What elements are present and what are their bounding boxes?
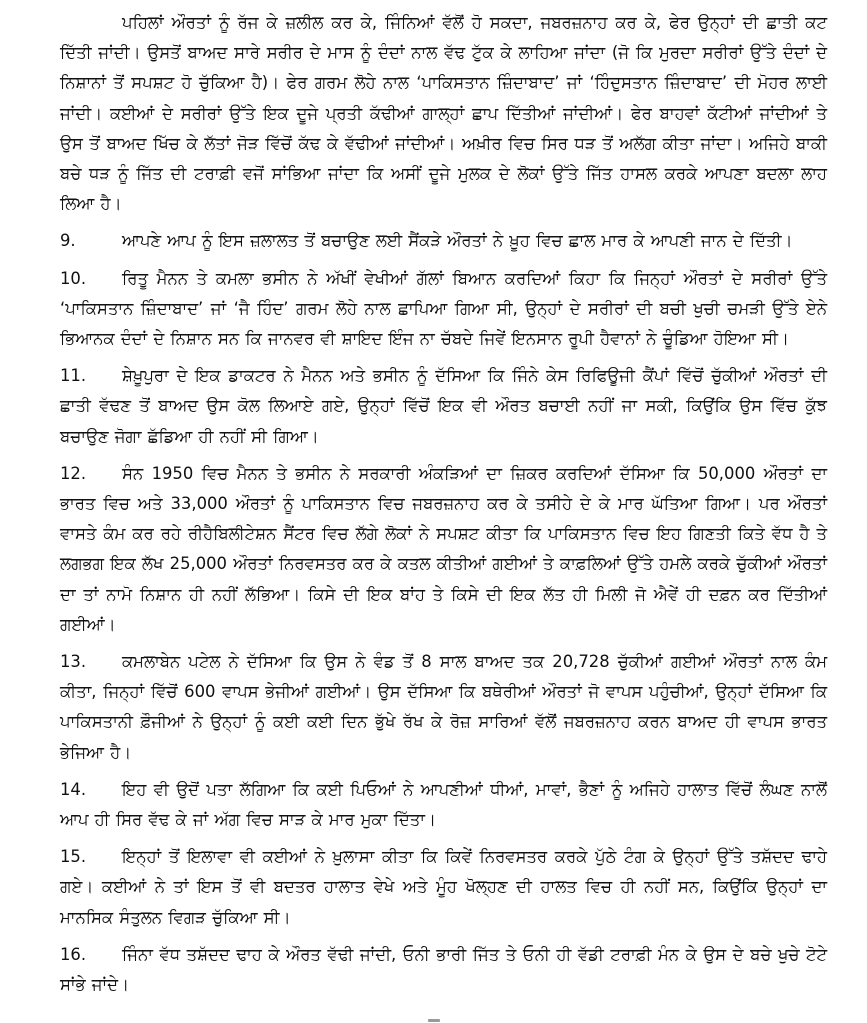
paragraph-number: 16. xyxy=(60,944,87,964)
intro-paragraph xyxy=(60,8,827,219)
paragraph-text: ਇਹ ਵੀ ਉਦੋਂ ਪਤਾ ਲੱਗਿਆ ਕਿ ਕਈ ਪਿਓਆਂ ਨੇ ਆਪਣੀਆਂ ਧੀਆਂ, ਮਾਵਾਂ, ਭੈਣਾਂ ਨੂੰ ਅਜਿਹੇ ਹਾਲਾਤ ਵਿੱਚੋਂ ਲੰਘਣ ਨਾਲੋਂ ਆਪ ਹੀ ਸਿਰ ਵੱਢ ਕੇ ਜਾਂ ਅੱਗ ਵਿਚ ਸਾੜ ਕੇ ਮਾਰ ਮੁਕਾ ਦਿੱਤਾ। xyxy=(60,779,827,830)
paragraph-9 xyxy=(60,226,827,256)
intro-text: ਪਹਿਲਾਂ ਔਰਤਾਂ ਨੂੰ ਰੱਜ ਕੇ ਜ਼ਲੀਲ ਕਰ ਕੇ, ਜਿੰਨਿਆਂ ਵੱਲੋਂ ਹੋ ਸਕਦਾ, ਜਬਰਜ਼ਨਾਹ ਕਰ ਕੇ, ਫੇਰ ਉਨ੍ਹਾਂ ਦੀ ਛਾਤੀ ਕਟ ਦਿੱਤੀ ਜਾਂਦੀ। ਉਸਤੋਂ ਬਾਅਦ ਸਾਰੇ ਸਰੀਰ ਦੇ ਮਾਸ ਨੂੰ ਦੰਦਾਂ ਨਾਲ ਵੱਢ ਟੁੱਕ ਕੇ ਲਾਹਿਆ ਜਾਂਦਾ (ਜੋ ਕਿ ਮੁਰਦਾ ਸਰੀਰਾਂ ਉੱਤੇ ਦੰਦਾਂ ਦੇ ਨਿਸ਼ਾਨਾਂ ਤੋਂ ਸਪਸ਼ਟ ਹੋ ਚੁੱਕਿਆ ਹੈ)। ਫੇਰ ਗਰਮ ਲੋਹੇ ਨਾਲ ‘ਪਾਕਿਸਤਾਨ ਜ਼ਿੰਦਾਬਾਦ’ ਜਾਂ ‘ਹਿੰਦੁਸਤਾਨ ਜ਼ਿੰਦਾਬਾਦ’ ਦੀ ਮੋਹਰ ਲਾਈ ਜਾਂਦੀ। ਕਈਆਂ ਦੇ ਸਰੀਰਾਂ ਉੱਤੇ ਇਕ ਦੂਜੇ ਪ੍ਰਤੀ ਕੱਢੀਆਂ ਗਾਲ੍ਹਾਂ ਛਾਪ ਦਿੱਤੀਆਂ ਜਾਂਦੀਆਂ। ਫੇਰ ਬਾਹਵਾਂ ਕੱਟੀਆਂ ਜਾਂਦੀਆਂ ਤੇ ਉਸ ਤੋਂ ਬਾਅਦ ਖਿੱਚ ਕੇ ਲੱਤਾਂ ਜੋੜ ਵਿੱਚੋਂ ਕੱਢ ਕੇ ਵੱਢੀਆਂ ਜਾਂਦੀਆਂ। ਅਖ਼ੀਰ ਵਿਚ ਸਿਰ ਧੜ ਤੋਂ ਅਲੱਗ ਕੀਤਾ ਜਾਂਦਾ। ਅਜਿਹੇ ਬਾਕੀ ਬਚੇ ਧੜ ਨੂੰ ਜਿੱਤ ਦੀ ਟਰਾਫ਼ੀ ਵਜੋਂ ਸਾਂਭਿਆ ਜਾਂਦਾ ਕਿ ਅਸੀਂ ਦੂਜੇ ਮੁਲਕ ਦੇ ਲੋਕਾਂ ਉੱਤੇ ਜਿੱਤ ਹਾਸਲ ਕਰਕੇ ਆਪਣਾ ਬਦਲਾ ਲਾਹ ਲਿਆ ਹੈ। xyxy=(60,13,827,214)
paragraph-10 xyxy=(60,264,827,355)
paragraph-number: 13. xyxy=(60,652,87,672)
paragraph-number: 14. xyxy=(60,779,87,799)
paragraph-text: ਰਿਤੂ ਮੈਨਨ ਤੇ ਕਮਲਾ ਭਸੀਨ ਨੇ ਅੱਖੀਂ ਵੇਖੀਆਂ ਗੱਲਾਂ ਬਿਆਨ ਕਰਦਿਆਂ ਕਿਹਾ ਕਿ ਜਿਨ੍ਹਾਂ ਔਰਤਾਂ ਦੇ ਸਰੀਰਾਂ ਉੱਤੇ ‘ਪਾਕਿਸਤਾਨ ਜ਼ਿੰਦਾਬਾਦ’ ਜਾਂ ‘ਜੈ ਹਿੰਦ’ ਗਰਮ ਲੋਹੇ ਨਾਲ ਛਾਪਿਆ ਗਿਆ ਸੀ, ਉਨ੍ਹਾਂ ਦੇ ਸਰੀਰਾਂ ਦੀ ਬਚੀ ਖੁਚੀ ਚਮੜੀ ਉੱਤੇ ਏਨੇ ਭਿਆਨਕ ਦੰਦਾਂ ਦੇ ਨਿਸ਼ਾਨ ਸਨ ਕਿ ਜਾਨਵਰ ਵੀ ਸ਼ਾਇਦ ਇੰਜ ਨਾ ਚੱਬਦੇ ਜਿਵੇਂ ਇਨਸਾਨ ਰੂਪੀ ਹੈਵਾਨਾਂ ਨੇ ਚੂੰਡਿਆ ਹੋਇਆ ਸੀ। xyxy=(60,268,827,349)
paragraph-text: ਇਨ੍ਹਾਂ ਤੋਂ ਇਲਾਵਾ ਵੀ ਕਈਆਂ ਨੇ ਖ਼ੁਲਾਸਾ ਕੀਤਾ ਕਿ ਕਿਵੇਂ ਨਿਰਵਸਤਰ ਕਰਕੇ ਪੁੱਠੇ ਟੰਗ ਕੇ ਉਨ੍ਹਾਂ ਉੱਤੇ ਤਸ਼ੱਦਦ ਢਾਹੇ ਗਏ। ਕਈਆਂ ਨੇ ਤਾਂ ਇਸ ਤੋਂ ਵੀ ਬਦਤਰ ਹਾਲਾਤ ਵੇਖੇ ਅਤੇ ਮੂੰਹ ਖੋਲ੍ਹਣ ਦੀ ਹਾਲਤ ਵਿਚ ਹੀ ਨਹੀਂ ਸਨ, ਕਿਉਂਕਿ ਉਨ੍ਹਾਂ ਦਾ ਮਾਨਸਿਕ ਸੰਤੁਲਨ ਵਿਗੜ ਚੁੱਕਿਆ ਸੀ। xyxy=(60,847,827,927)
paragraph-text: ਸ਼ੇਖ਼ੂਪੁਰਾ ਦੇ ਇਕ ਡਾਕਟਰ ਨੇ ਮੈਨਨ ਅਤੇ ਭਸੀਨ ਨੂੰ ਦੱਸਿਆ ਕਿ ਜਿੰਨੇ ਕੇਸ ਰਿਫਿਊਜੀ ਕੈਂਪਾਂ ਵਿੱਚੋਂ ਚੁੱਕੀਆਂ ਔਰਤਾਂ ਦੀ ਛਾਤੀ ਵੱਢਣ ਤੋਂ ਬਾਅਦ ਉਸ ਕੋਲ ਲਿਆਏ ਗਏ, ਉਨ੍ਹਾਂ ਵਿੱਚੋਂ ਇਕ ਵੀ ਔਰਤ ਬਚਾਈ ਨਹੀਂ ਜਾ ਸਕੀ, ਕਿਉਂਕਿ ਉਸ ਵਿੱਚ ਕੁੱਝ ਬਚਾਉਣ ਜੋਗਾ ਛੱਡਿਆ ਹੀ ਨਹੀਂ ਸੀ ਗਿਆ। xyxy=(60,366,827,446)
paragraph-16 xyxy=(60,940,827,1000)
paragraph-number: 9. xyxy=(60,231,76,251)
paragraph-12 xyxy=(60,459,827,640)
paragraph-number: 15. xyxy=(60,847,87,867)
paragraph-11 xyxy=(60,361,827,452)
paragraph-15 xyxy=(60,842,827,933)
paragraph-text: ਕਮਲਾਬੇਨ ਪਟੇਲ ਨੇ ਦੱਸਿਆ ਕਿ ਉਸ ਨੇ ਵੰਡ ਤੋਂ 8 ਸਾਲ ਬਾਅਦ ਤਕ 20,728 ਚੁੱਕੀਆਂ ਗਈਆਂ ਔਰਤਾਂ ਨਾਲ ਕੰਮ ਕੀਤਾ, ਜਿਨ੍ਹਾਂ ਵਿੱਚੋਂ 600 ਵਾਪਸ ਭੇਜੀਆਂ ਗਈਆਂ। ਉਸ ਦੱਸਿਆ ਕਿ ਬਥੇਰੀਆਂ ਔਰਤਾਂ ਜੋ ਵਾਪਸ ਪਹੁੰਚੀਆਂ, ਉਨ੍ਹਾਂ ਦੱਸਿਆ ਕਿ ਪਾਕਿਸਤਾਨੀ ਫ਼ੌਜੀਆਂ ਨੇ ਉਨ੍ਹਾਂ ਨੂੰ ਕਈ ਕਈ ਦਿਨ ਭੁੱਖੇ ਰੱਖ ਕੇ ਰੋਜ਼ ਸਾਰਿਆਂ ਵੱਲੋਂ ਜਬਰਜ਼ਨਾਹ ਕਰਨ ਬਾਅਦ ਹੀ ਵਾਪਸ ਭਾਰਤ ਭੇਜਿਆ ਹੈ। xyxy=(60,652,827,762)
paragraph-number: 12. xyxy=(60,463,87,483)
paragraph-text: ਆਪਣੇ ਆਪ ਨੂੰ ਇਸ ਜ਼ਲਾਲਤ ਤੋਂ ਬਚਾਉਣ ਲਈ ਸੈਂਕੜੇ ਔਰਤਾਂ ਨੇ ਖ਼ੂਹ ਵਿਚ ਛਾਲ ਮਾਰ ਕੇ ਆਪਣੀ ਜਾਨ ਦੇ ਦਿੱਤੀ। xyxy=(122,231,793,251)
paragraph-13 xyxy=(60,647,827,768)
paragraph-text: ਜਿੰਨਾ ਵੱਧ ਤਸ਼ੱਦਦ ਢਾਹ ਕੇ ਔਰਤ ਵੱਢੀ ਜਾਂਦੀ, ਓਨੀ ਭਾਰੀ ਜਿੱਤ ਤੇ ਓਨੀ ਹੀ ਵੱਡੀ ਟਰਾਫ਼ੀ ਮੰਨ ਕੇ ਉਸ ਦੇ ਬਚੇ ਖੁਚੇ ਟੋਟੇ ਸਾਂਭੇ ਜਾਂਦੇ। xyxy=(60,944,827,995)
paragraph-text: ਸੰਨ 1950 ਵਿਚ ਮੈਨਨ ਤੇ ਭਸੀਨ ਨੇ ਸਰਕਾਰੀ ਅੰਕੜਿਆਂ ਦਾ ਜ਼ਿਕਰ ਕਰਦਿਆਂ ਦੱਸਿਆ ਕਿ 50,000 ਔਰਤਾਂ ਦਾ ਭਾਰਤ ਵਿਚ ਅਤੇ 33,000 ਔਰਤਾਂ ਨੂੰ ਪਾਕਿਸਤਾਨ ਵਿਚ ਜਬਰਜ਼ਨਾਹ ਕਰ ਕੇ ਤਸੀਹੇ ਦੇ ਕੇ ਮਾਰ ਘੱਤਿਆ ਗਿਆ। ਪਰ ਔਰਤਾਂ ਵਾਸਤੇ ਕੰਮ ਕਰ ਰਹੇ ਰੀਹੈਬਿਲੀਟੇਸ਼ਨ ਸੈਂਟਰ ਵਿਚ ਲੱਗੇ ਲੋਕਾਂ ਨੇ ਸਪਸ਼ਟ ਕੀਤਾ ਕਿ ਪਾਕਿਸਤਾਨ ਵਿਚ ਇਹ ਗਿਣਤੀ ਕਿਤੇ ਵੱਧ ਹੈ ਤੇ ਲਗਭਗ ਇਕ ਲੱਖ 25,000 ਔਰਤਾਂ ਨਿਰਵਸਤਰ ਕਰ ਕੇ ਕਤਲ ਕੀਤੀਆਂ ਗਈਆਂ ਤੇ ਕਾਫ਼ਲਿਆਂ ਉੱਤੇ ਹਮਲੇ ਕਰਕੇ ਚੁੱਕੀਆਂ ਔਰਤਾਂ ਦਾ ਤਾਂ ਨਾਮੋ ਨਿਸ਼ਾਨ ਹੀ ਨਹੀਂ ਲੱਭਿਆ। ਕਿਸੇ ਦੀ ਇਕ ਬਾਂਹ ਤੇ ਕਿਸੇ ਦੀ ਇਕ ਲੱਤ ਹੀ ਮਿਲੀ ਜੋ ਐਵੇਂ ਹੀ ਦਫ਼ਨ ਕਰ ਦਿੱਤੀਆਂ ਗਈਆਂ। xyxy=(60,463,827,634)
paragraph-number: 10. xyxy=(60,268,87,288)
scroll-indicator xyxy=(428,1019,440,1022)
paragraph-14 xyxy=(60,775,827,835)
paragraph-number: 11. xyxy=(60,366,87,386)
